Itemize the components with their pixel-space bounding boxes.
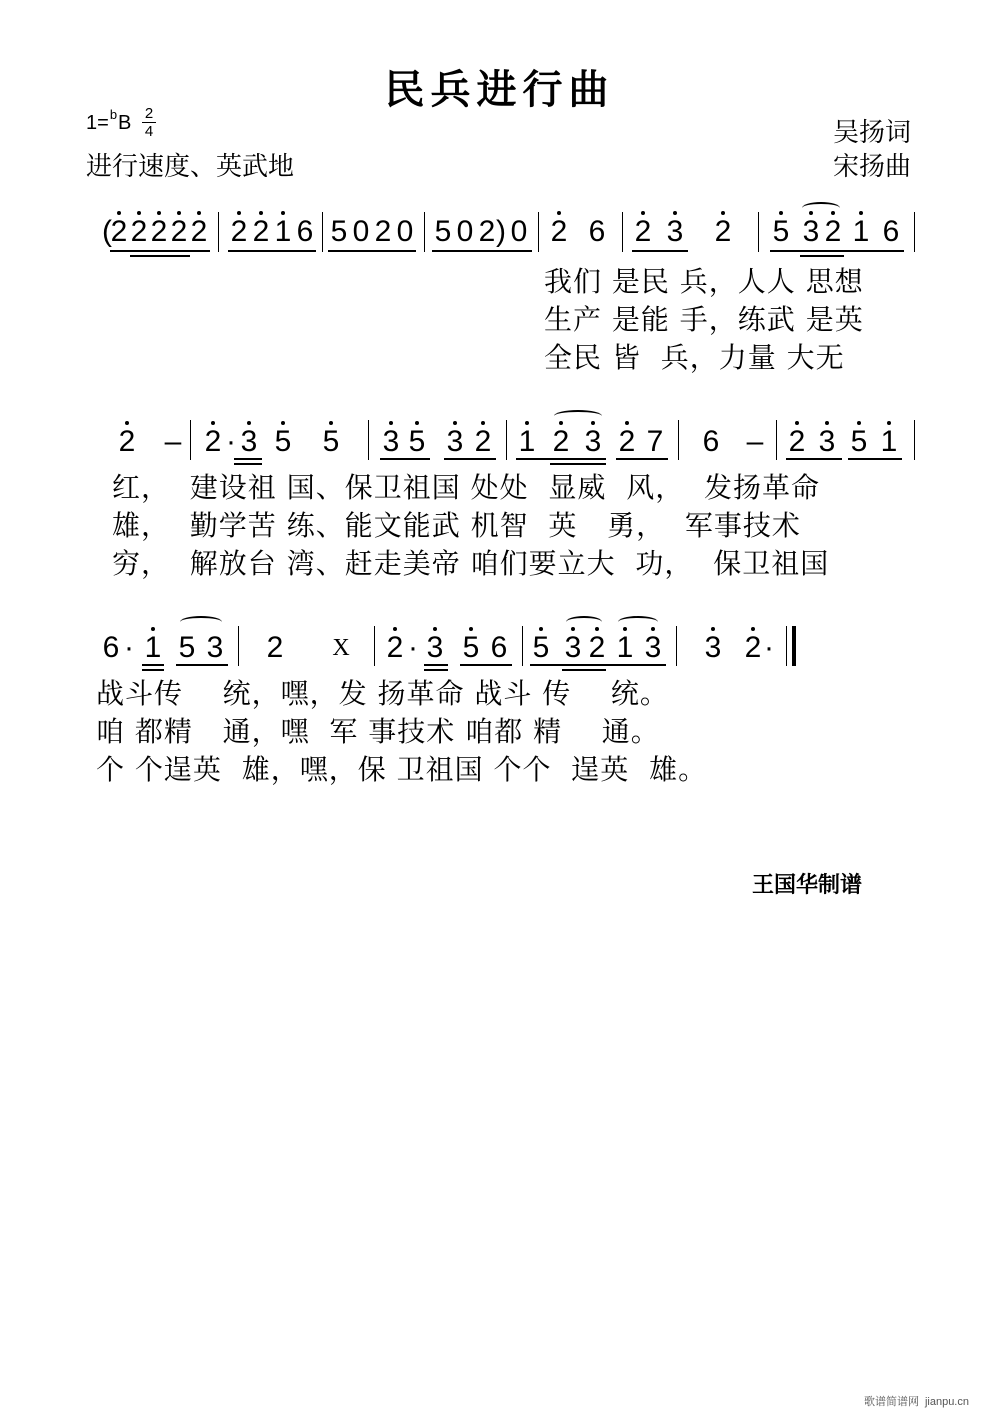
- note: 3: [206, 631, 224, 664]
- note: 5: [330, 215, 348, 248]
- note: 2: [186, 214, 212, 250]
- note: 5: [846, 424, 872, 460]
- note: 2: [146, 214, 172, 250]
- note: 6: [588, 215, 606, 248]
- flat-sign: b: [109, 107, 118, 122]
- barline: [538, 212, 539, 252]
- note: 0: [510, 215, 528, 248]
- note: 3: [640, 630, 666, 666]
- note: 3: [580, 424, 606, 460]
- note: 2: [248, 214, 274, 250]
- note: 2: [584, 630, 610, 666]
- barline: [914, 212, 915, 252]
- barline: [522, 626, 523, 666]
- lyric-line-3-verse-3: 个 个逞英 雄，嘿，保 卫祖国 个个 逞英 雄。: [96, 753, 708, 786]
- time-signature-bottom: 4: [144, 123, 154, 140]
- lyric-line-1-verse-2: 生产 是能 手，练武 是英: [544, 303, 864, 336]
- note: 2: [114, 424, 140, 460]
- beam: [516, 458, 606, 460]
- dash: –: [746, 425, 764, 458]
- note: 3: [814, 424, 840, 460]
- lyric-line-1-verse-3: 全民 皆 兵，力量 大无: [544, 341, 845, 374]
- note: 1: [612, 630, 638, 666]
- note: 2: [382, 630, 408, 666]
- note: 5: [528, 630, 554, 666]
- note: 2: [820, 214, 846, 250]
- slur: [180, 616, 222, 628]
- lyric-line-3-verse-1: 战斗传 统，嘿，发 扬革命 战斗 传 统。: [96, 677, 669, 710]
- note: 2: [614, 424, 640, 460]
- watermark-site: 歌谱简谱网: [863, 1396, 919, 1408]
- beam: [632, 250, 688, 252]
- note: 3: [798, 214, 824, 250]
- slur: [566, 616, 602, 628]
- note: 3: [662, 214, 688, 250]
- note: 3: [700, 630, 726, 666]
- note: 5: [270, 424, 296, 460]
- beam: [770, 250, 904, 252]
- note: 6: [296, 215, 314, 248]
- close-paren: ): [496, 215, 506, 248]
- note: 2: [784, 424, 810, 460]
- barline: [758, 212, 759, 252]
- note: 1: [270, 214, 296, 250]
- note: 5: [458, 630, 484, 666]
- final-barline: [792, 626, 796, 666]
- barline: [238, 626, 239, 666]
- barline: [506, 420, 507, 460]
- beam: [328, 250, 416, 252]
- barline: [218, 212, 219, 252]
- beam: [530, 664, 666, 666]
- barline: [368, 420, 369, 460]
- note: 1: [848, 214, 874, 250]
- note: 3: [378, 424, 404, 460]
- slur: [802, 202, 840, 214]
- barline: [776, 420, 777, 460]
- note: 5: [178, 631, 196, 664]
- barline: [622, 212, 623, 252]
- note: 5: [318, 424, 344, 460]
- time-signature-top: 2: [144, 105, 154, 122]
- barline: [678, 420, 679, 460]
- transcriber-credit: 王国华制谱: [752, 872, 863, 898]
- note: 5: [434, 215, 452, 248]
- key-note: B: [118, 112, 132, 134]
- note: 2: [226, 214, 252, 250]
- note: 0: [352, 215, 370, 248]
- beam: [562, 669, 606, 671]
- note: 2: [166, 214, 192, 250]
- note: 0: [456, 215, 474, 248]
- watermark-url: jianpu.cn: [924, 1396, 969, 1408]
- beam: [234, 458, 262, 460]
- beam: [228, 250, 316, 252]
- note: 2: [710, 214, 736, 250]
- beam: [800, 255, 844, 257]
- note: 2: [106, 214, 132, 250]
- note: 2: [740, 630, 766, 666]
- song-title: 民兵进行曲: [384, 66, 615, 113]
- note: 1: [514, 424, 540, 460]
- note: 5: [768, 214, 794, 250]
- time-signature: [142, 106, 156, 139]
- barline: [374, 626, 375, 666]
- beam: [110, 250, 210, 252]
- slur: [554, 410, 602, 422]
- note: 2: [546, 214, 572, 250]
- note: 1: [876, 424, 902, 460]
- beam: [142, 664, 164, 666]
- note: 0: [396, 215, 414, 248]
- note: 6: [702, 425, 720, 458]
- tempo-marking: 进行速度、英武地: [86, 152, 295, 182]
- composer: 宋扬曲: [832, 152, 911, 182]
- key-signature: [86, 107, 132, 135]
- beam: [424, 664, 448, 666]
- lyric-line-2-verse-3: 穷， 解放台 湾、赶走美帝 咱们要立大 功， 保卫祖国: [112, 547, 830, 580]
- barline: [322, 212, 323, 252]
- beam: [380, 458, 430, 460]
- dash: –: [164, 425, 182, 458]
- dot: ·: [408, 631, 418, 664]
- note: 2: [470, 424, 496, 460]
- beam: [432, 250, 532, 252]
- note: 3: [560, 630, 586, 666]
- note: 7: [646, 425, 664, 458]
- note: 6: [882, 215, 900, 248]
- beam: [142, 669, 164, 671]
- note: 6: [102, 631, 120, 664]
- beam: [786, 458, 842, 460]
- barline: [190, 420, 191, 460]
- dot: ·: [764, 631, 774, 664]
- note: 2: [126, 214, 152, 250]
- beam: [550, 463, 606, 465]
- lyric-line-2-verse-2: 雄， 勤学苦 练、能文能武 机智 英 勇， 军事技术: [112, 509, 801, 542]
- beam: [424, 669, 448, 671]
- dot: ·: [226, 425, 236, 458]
- note: 3: [442, 424, 468, 460]
- beam: [848, 458, 902, 460]
- barline: [424, 212, 425, 252]
- beam: [460, 664, 512, 666]
- beam: [130, 255, 190, 257]
- beam: [616, 458, 668, 460]
- slur: [618, 616, 658, 628]
- note: 6: [490, 631, 508, 664]
- beam: [234, 463, 262, 465]
- note: 1: [140, 630, 166, 666]
- shout-x: X: [332, 635, 350, 661]
- note: 3: [422, 630, 448, 666]
- note: 2: [200, 424, 226, 460]
- note: 2: [374, 215, 392, 248]
- lyricist: 吴扬词: [832, 118, 911, 148]
- beam: [444, 458, 496, 460]
- note: 3: [236, 424, 262, 460]
- barline: [914, 420, 915, 460]
- key-prefix: 1=: [86, 112, 109, 134]
- beam: [176, 664, 228, 666]
- watermark: [858, 1393, 969, 1409]
- note: 5: [404, 424, 430, 460]
- lyric-line-1-verse-1: 我们 是民 兵，人人 思想: [544, 265, 864, 298]
- open-paren: (: [102, 215, 112, 248]
- dot: ·: [124, 631, 134, 664]
- note: 2: [266, 631, 284, 664]
- lyric-line-3-verse-2: 咱 都精 通，嘿 军 事技术 咱都 精 通。: [96, 715, 660, 748]
- lyric-line-2-verse-1: 红， 建设祖 国、保卫祖国 处处 显威 风， 发扬革命: [112, 471, 821, 504]
- barline: [786, 626, 787, 666]
- note: 2: [630, 214, 656, 250]
- note: 2: [548, 424, 574, 460]
- note: 2: [478, 215, 496, 248]
- barline: [676, 626, 677, 666]
